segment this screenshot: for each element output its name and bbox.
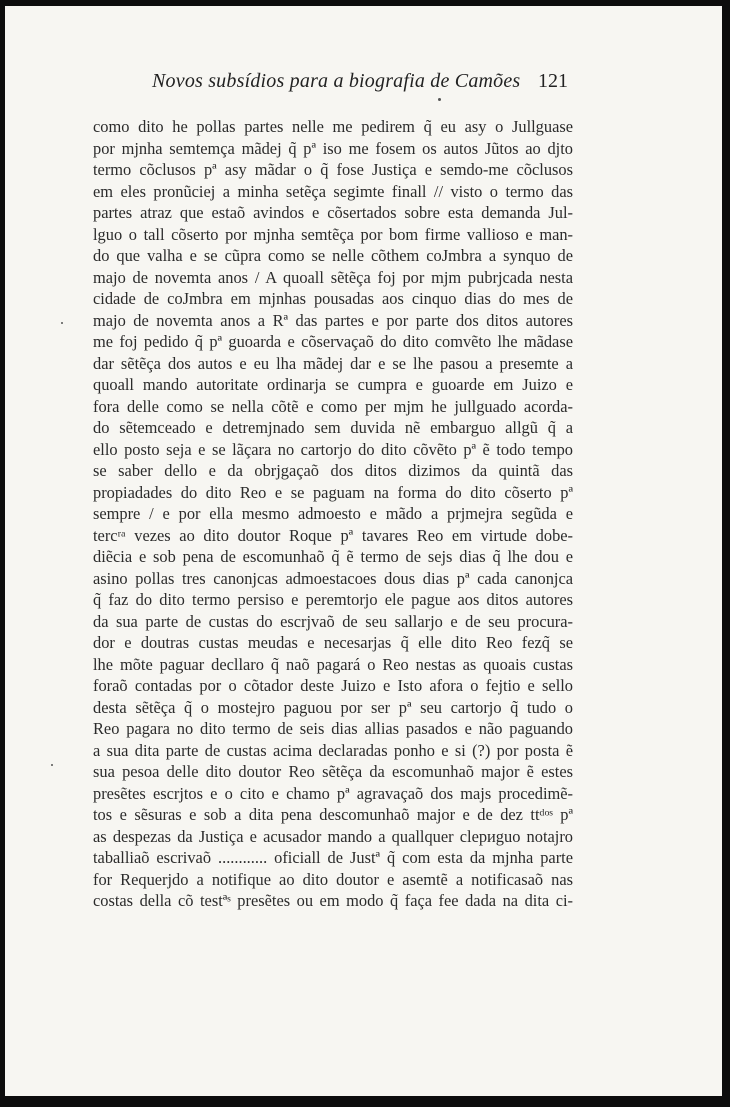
text-line: asino pollas tres canonjcas admoestacoes dous dias pª cada canonjca xyxy=(93,568,573,588)
text-line: como dito he pollas partes nelle me pedirem q̃ eu asy o Jullguase xyxy=(93,117,573,136)
text-line: ello posto seja e se lãçara no cartorjo do dito cõvẽto pª ẽ todo tempo xyxy=(93,439,573,459)
text-line: foraõ contadas por o cõtador deste Juizo e Isto afora o fejtio e sello xyxy=(93,676,573,695)
page-number: 121 xyxy=(538,70,568,92)
text-line: tercʳᵃ vezes ao dito doutor Roque pª tavares Reo em virtude dobe- xyxy=(93,525,573,545)
ink-speck xyxy=(51,764,53,766)
text-line: majo de novemta anos a Rª das partes e por parte dos ditos autores xyxy=(93,310,573,330)
text-line: sua pesoa delle dito doutor Reo sẽtẽça da escomunhaõ major ẽ estes xyxy=(93,762,573,781)
text-line: cidade de coJmbra em mjnhas pousadas aos cinquo dias do mes de xyxy=(93,289,573,308)
ink-speck xyxy=(438,98,441,101)
text-line: propiadades do dito Reo e se paguam na forma do dito cõserto pª xyxy=(93,482,573,502)
text-line: me foj pedido q̃ pª guoarda e cõservaçaõ do dito comvẽto lhe mãdase xyxy=(93,332,573,351)
text-line: do sẽtemceado e detremjnado sem duvida nẽ embarguo allgũ q̃ a xyxy=(93,418,573,437)
text-line: dor e doutras custas meudas e necesarjas q̃ elle dito Reo fezq̃ se xyxy=(93,633,573,652)
text-line: presẽtes escrjtos e o cito e chamo pª agravaçaõ dos majs procedimẽ- xyxy=(93,783,573,803)
text-line: a sua dita parte de custas acima declaradas ponho e si (?) por posta ẽ xyxy=(93,740,573,760)
text-line: partes atraz que estaõ avindos e cõsertados sobre esta demanda Jul- xyxy=(93,203,573,222)
text-line: fora delle como se nella cõtẽ e como per mjm he jullguado acorda- xyxy=(93,396,573,416)
text-line: as despezas da Justiça e acusador mando a quallquer clериguo notajro xyxy=(93,826,573,846)
text-line: q̃ faz do dito termo persiso e peremtorjo ele pague aos ditos autores xyxy=(93,590,573,609)
text-line: quoall mando autoritate ordinarja se cumpra e guoarde em Juizo e xyxy=(93,375,573,394)
text-line: sempre / e por ella mesmo admoesto e mãdo a prjmejra segũda e xyxy=(93,504,573,523)
text-line: termo cõclusos pª asy mãdar o q̃ fose Justiça e semdo-me cõclusos xyxy=(93,160,573,179)
text-line: desta sẽtẽça q̃ o mostejro paguou por ser pª seu cartorjo q̃ tudo o xyxy=(93,697,573,717)
text-line: Reo pagara no dito termo de seis dias allias pasados e não paguando xyxy=(93,719,573,738)
text-line: majo de novemta anos / A quoall sẽtẽça foj por mjm pubrjcada nesta xyxy=(93,267,573,287)
text-line: lguo o tall cõserto por mjnha semtẽça por bom firme vallioso e man- xyxy=(93,224,573,244)
text-line: for Requerjdo a notifique ao dito doutor e asemtẽ a notificasaõ nas xyxy=(93,869,573,889)
text-line: dar sẽtẽça dos autos e eu lha mãdej dar e se lhe pasou a presemte a xyxy=(93,353,573,373)
text-line: tos e sẽsuras e sob a dita pena descomunhaõ major e de dez ttᵈᵒˢ pª xyxy=(93,805,573,824)
text-line: se saber dello e da obrjgaçaõ dos ditos dizimos da quintã das xyxy=(93,461,573,480)
running-title: Novos subsídios para a biografia de Camões xyxy=(152,70,521,92)
text-line: do que valha e se cũpra como se nelle cõthem coJmbra a synquo de xyxy=(93,246,573,265)
page-header xyxy=(5,70,722,100)
ink-speck xyxy=(61,322,63,324)
text-line: lhe mõte paguar decllaro q̃ naõ pagará o Reo nestas as quoais custas xyxy=(93,654,573,674)
text-line: da sua parte de custas do escrjvaõ de seu sallarjo e de seu procura- xyxy=(93,611,573,631)
text-line: em eles pronũciej a minha setẽça segimte finall // visto o termo das xyxy=(93,181,573,201)
body-text xyxy=(93,116,573,912)
text-line: por mjnha semtemça mãdej q̃ pª iso me fosem os autos Jũtos ao djto xyxy=(93,138,573,158)
text-line: costas della cõ testªˢ presẽtes ou em modo q̃ faça fee dada na dita ci- xyxy=(93,891,573,910)
text-line: taballiaõ escrivaõ ............ oficiall de Justª q̃ com esta da mjnha parte xyxy=(93,848,573,867)
book-page xyxy=(5,6,722,1096)
text-line: diẽcia e sob pena de escomunhaõ q̃ ẽ termo de sejs dias q̃ lhe dou e xyxy=(93,547,573,566)
